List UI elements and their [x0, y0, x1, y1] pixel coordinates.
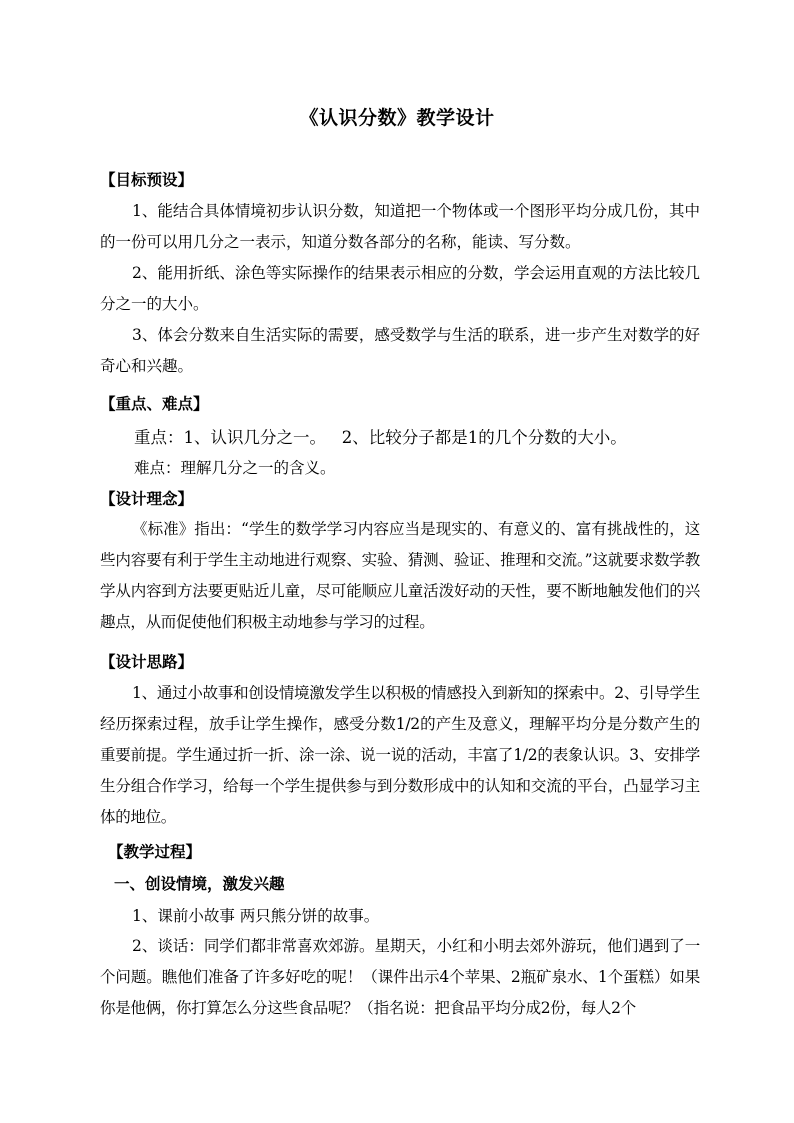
- section-heading-goals: 【目标预设】: [100, 170, 194, 189]
- key-point-text: 重点：1、认识几分之一。 2、比较分子都是1的几个分数的大小。: [134, 428, 627, 447]
- ideas-paragraph: 1、通过小故事和创设情境激发学生以积极的情感投入到新知的探索中。2、引导学生经历探索过程，放手让学生操作，感受分数1/2的产生及意义，理解平均分是分数产生的重要前提。学生通过折一折、涂一涂、说一说的活动，丰富了1/2的表象认识。3、安排学生分组合作学习，给每一个学生提供参与到分数形成中的认知和交流的平台，凸显学习主体的地位。: [100, 684, 700, 826]
- concept-paragraph: 《标准》指出：“学生的数学学习内容应当是现实的、有意义的、富有挑战性的，这些内容要有利于学生主动地进行观察、实验、猜测、验证、推理和交流。”这就要求数学教学从内容到方法要更贴近儿童，尽可能顺应儿童活泼好动的天性，要不断地触发他们的兴趣点，从而促使他们积极主动地参与学习的过程。: [100, 520, 700, 631]
- section-heading-process: 【教学过程】: [108, 842, 202, 861]
- document-title: 《认识分数》教学设计: [299, 107, 495, 129]
- process-item-1: 1、课前小故事 两只熊分饼的故事。: [132, 907, 380, 925]
- difficulty-text: 难点：理解几分之一的含义。: [134, 459, 336, 477]
- section-heading-key-points: 【重点、难点】: [100, 394, 209, 413]
- process-item-2: 2、谈话：同学们都非常喜欢郊游。星期天，小红和小明去郊外游玩，他们遇到了一个问题。瞧他们准备了许多好吃的呢！（课件出示4个苹果、2瓶矿泉水、1个蛋糕）如果你是他俩，你打算怎么分这些食品呢？（指名说：把食品平均分成2份，每人2个: [100, 937, 700, 1017]
- section-heading-concept: 【设计理念】: [100, 489, 194, 508]
- goal-item-2: 2、能用折纸、涂色等实际操作的结果表示相应的分数，学会运用直观的方法比较几分之一的大小。: [100, 264, 700, 313]
- process-step-1-heading: 一、创设情境，激发兴趣: [114, 874, 285, 893]
- goal-item-1: 1、能结合具体情境初步认识分数，知道把一个物体或一个图形平均分成几份，其中的一份可以用几分之一表示，知道分数各部分的名称，能读、写分数。: [100, 202, 700, 251]
- goal-item-3: 3、体会分数来自生活实际的需要，感受数学与生活的联系，进一步产生对数学的好奇心和兴趣。: [100, 326, 700, 375]
- section-heading-ideas: 【设计思路】: [100, 652, 194, 671]
